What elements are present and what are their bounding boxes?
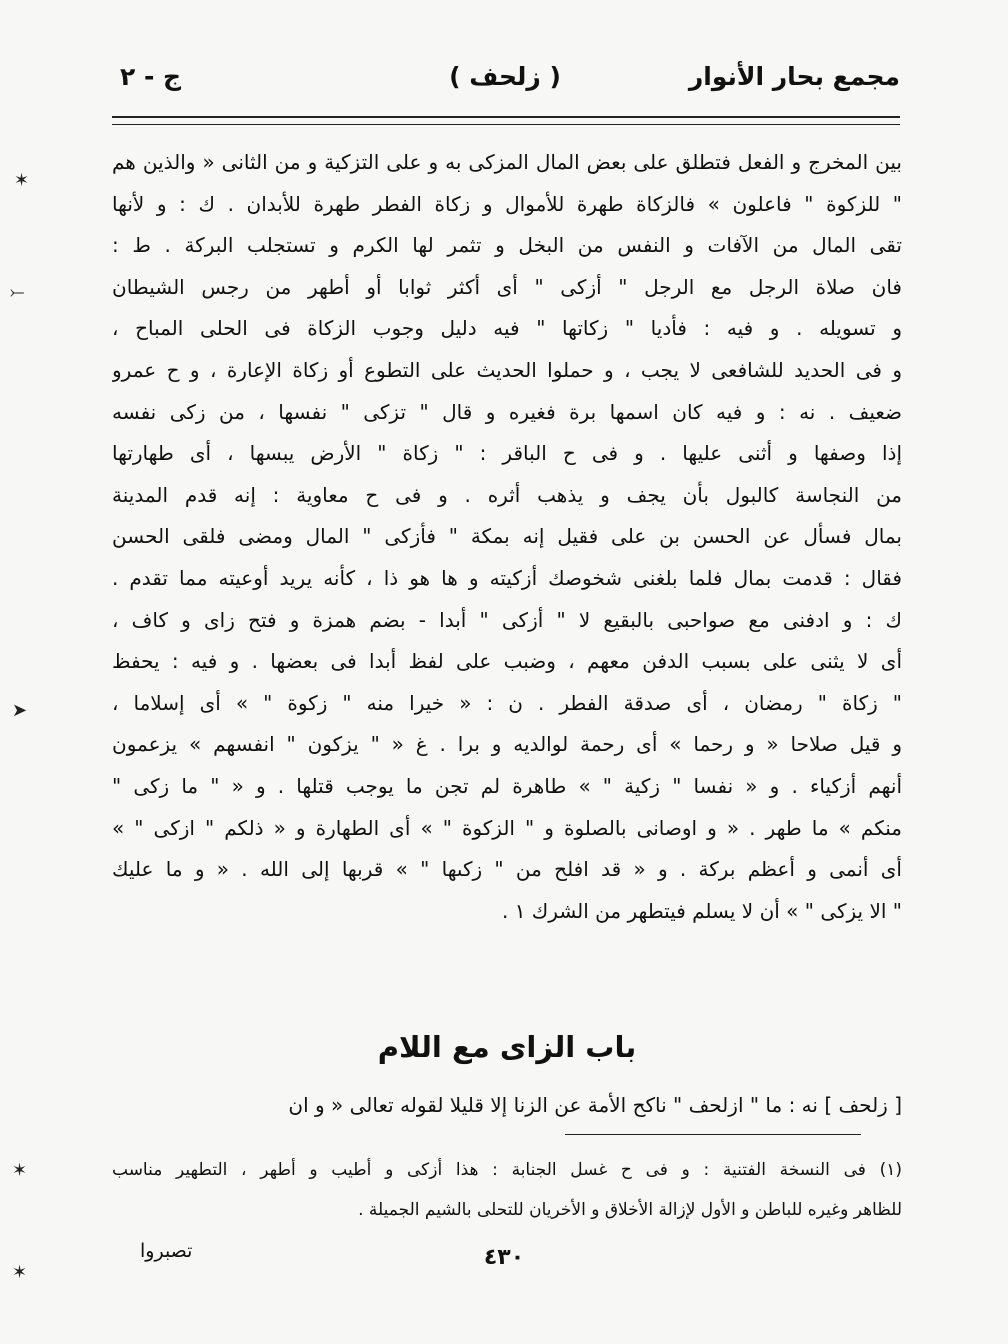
text-line: فقال : قدمت بمال فلما بلغنى شخوصك أزكيته و ها هو ذا ، كأنه يريد أوعيته مما تقدم . xyxy=(112,565,902,590)
catchword: تصبروا xyxy=(140,1240,193,1262)
text-line: " الا يزكى " » أن لا يسلم فيتطهر من الشرك ١ . xyxy=(501,898,902,923)
footnote-line: (١) فى النسخة الفتنية : و فى ح غسل الجنابة : هذا أزكى و أطيب و أطهر ، التطهير مناسب xyxy=(112,1160,902,1180)
text-line: بين المخرج و الفعل فتطلق على بعض المال المزكى به و على التزكية و من الثانى « والذين هم xyxy=(112,150,902,174)
text-line: " للزكوة " فاعلون » فالزكاة طهرة للأموال و زكاة الفطر طهرة للأبدان . ك : و لأنها xyxy=(112,191,902,216)
running-header xyxy=(110,62,900,102)
footnote-rule xyxy=(565,1134,861,1135)
volume-number: ج - ٢ xyxy=(120,62,182,91)
margin-mark-icon: ✶ xyxy=(14,170,30,191)
body-text xyxy=(112,142,902,932)
header-rule xyxy=(112,116,900,125)
text-line: إذا وصفها و أثنى عليها . و فى ح الباقر : " زكاة " الأرض يبسها ، أى طهارتها xyxy=(112,441,902,466)
text-line: منكم » ما طهر . « و اوصانى بالصلوة و " الزكوة " » أى الطهارة و « ذلكم " ازكى " » xyxy=(112,815,902,840)
footnote-line: للظاهر وغيره للباطن و الأول لإزالة الأخلاق و الأخريان للتحلى بالشيم الجميلة . xyxy=(358,1200,902,1220)
text-line: فان صلاة الرجل مع الرجل " أزكى " أى أكثر ثوابا أو أطهر من رجس الشيطان xyxy=(112,274,902,299)
margin-mark-icon: ⤚ xyxy=(10,282,25,303)
text-line: ك : و ادفنى مع صواحبى بالبقيع لا " أزكى " أبدا - بضم همزة و فتح زاى و كاف ، xyxy=(112,607,902,632)
text-line: بمال فسأل عن الحسن بن على فقيل إنه بمكة " فأزكى " المال ومضى فلقى الحسن xyxy=(112,524,902,549)
margin-mark-icon: ➤ xyxy=(12,700,28,721)
entry-title: ( زلحف ) xyxy=(449,62,561,91)
text-line: من النجاسة كالبول بأن يجف و يذهب أثره . و فى ح معاوية : إنه قدم المدينة xyxy=(112,482,902,507)
text-line: أنهم أزكياء . و « نفسا " زكية " » طاهرة لم تجن ما يوجب قتلها . و « " ما زكى " xyxy=(112,773,902,798)
margin-mark-icon: ✶ xyxy=(12,1160,28,1181)
text-line: و تسويله . و فيه : فأديا " زكاتها " فيه دليل وجوب الزكاة فى الحلى المباح ، xyxy=(112,316,902,341)
section-heading: باب الزاى مع اللام xyxy=(377,1030,637,1064)
text-line: و قيل صلاحا « و رحما » أى رحمة لوالديه و برا . غ « " يزكون " انفسهم » يزعمون xyxy=(112,732,902,757)
book-title: مجمع بحار الأنوار xyxy=(688,62,900,91)
margin-mark-icon: ✶ xyxy=(12,1262,28,1283)
text-line: و فى الحديد للشافعى لا يجب ، و حملوا الحديث على التطوع أو زكاة الإعارة ، و ح عمرو xyxy=(112,357,902,382)
footnotes xyxy=(112,1150,902,1230)
page-number: ٤٣٠ xyxy=(483,1245,525,1270)
text-line: أى لا يثنى على بسبب الدفن معهم ، وضبب على لفظ أبدا فى بعضها . و فيه : يحفظ xyxy=(112,649,902,674)
entry-line: [ زلحف ] نه : ما " ازلحف " ناكح الأمة عن الزنا إلا قليلا لقوله تعالى « و ان xyxy=(288,1093,902,1117)
text-line: " زكاة " رمضان ، أى صدقة الفطر . ن : « خيرا منه " زكوة " » أى إسلاما ، xyxy=(112,690,902,715)
text-line: أى أنمى و أعظم بركة . و « قد افلح من " زكىها " » قربها إلى الله . « و ما عليك xyxy=(112,857,902,882)
text-line: تقى المال من الآفات و النفس من البخل و تثمر لها الكرم و تستجلب البركة . ط : xyxy=(112,233,902,258)
text-line: ضعيف . نه : و فيه كان اسمها برة فغيره و قال " تزكى " نفسها ، من زكى نفسه xyxy=(112,399,902,424)
